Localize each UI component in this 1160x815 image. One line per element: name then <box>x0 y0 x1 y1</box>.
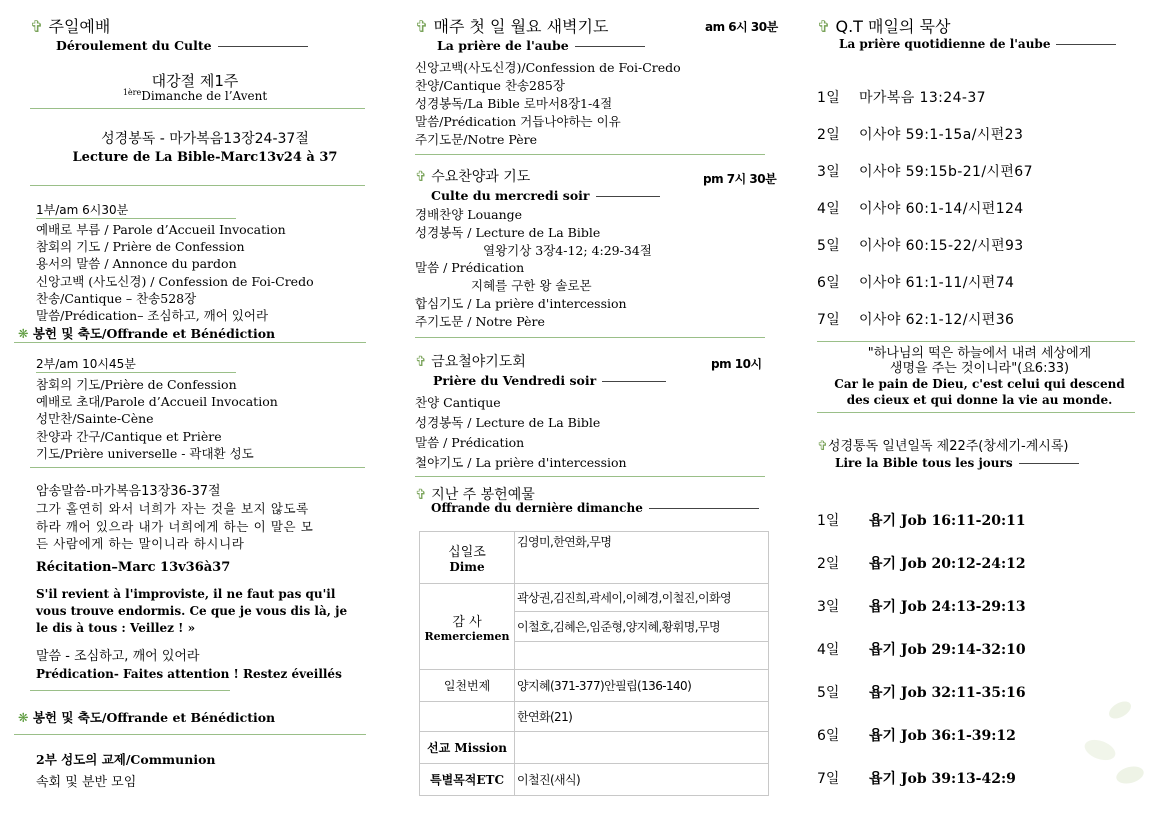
sermon-ko: 말씀 - 조심하고, 깨어 있어라 <box>36 649 200 664</box>
list-item: 5일 이사야 60:15-22/시편93 <box>817 238 1024 254</box>
flower-icon: ❋ <box>18 710 29 725</box>
thousand-label-cont <box>420 702 515 732</box>
recitation-heading: Récitation–Marc 13v36à37 <box>36 560 231 575</box>
communion-line: 2부 성도의 교제/Communion <box>36 752 216 767</box>
list-item: 열왕기상 3장4-12; 4:29-34절 <box>483 242 652 258</box>
list-item: 1일 욥기 Job 16:11-20:11 <box>817 513 1026 529</box>
list-item: 말씀 / Prédication <box>415 260 525 276</box>
cross-icon: ✞ <box>415 17 429 36</box>
cross-icon: ✞ <box>30 17 44 36</box>
dawn-prayer-time: am 6시 30분 <box>705 20 778 34</box>
divider <box>817 412 1135 413</box>
list-item: 경배찬양 Louange <box>415 207 523 222</box>
list-item: 참회의 기도 / Prière de Confession <box>36 239 245 255</box>
divider <box>30 185 365 186</box>
qt-fr: La prière quotidienne de l'aube <box>839 37 1116 51</box>
list-item: 찬송/Cantique – 찬송528장 <box>36 290 197 306</box>
dawn-prayer-list <box>415 59 681 149</box>
thousand-names-2: 한연화(21) <box>515 702 769 732</box>
reading-ko: 성경봉독 - 마가복음13장24-37절 <box>101 131 309 147</box>
table-row <box>420 532 769 584</box>
list-item: 예배로 부름 / Parole d’Accueil Invocation <box>36 222 286 237</box>
bible-reading-fr: Lire la Bible tous les jours <box>835 456 1079 470</box>
bible-reading-heading: ✞성경통독 일년일독 제22주(창세기-계시록) <box>817 439 1069 454</box>
friday-list <box>415 393 627 473</box>
list-item: 1일 마가복음 13:24-37 <box>817 90 986 106</box>
service2-heading: 2부/am 10시45분 <box>36 355 236 373</box>
tithe-names: 김영미,한연화,무명 <box>515 532 769 584</box>
wednesday-heading: ✞ 수요찬양과 기도 <box>415 169 531 185</box>
list-item: 말씀/Prédication 거듭나야하는 이유 <box>415 114 621 129</box>
memory-verse-ko: 그가 홀연히 와서 너희가 자는 것을 보지 않도록 하라 깨어 있으라 내가 너희에게 하는 이 말은 모 든 사람에게 하는 말이니라 하시니라 <box>36 501 314 551</box>
friday-heading: ✞ 금요철야기도회 <box>415 354 526 370</box>
wednesday-list <box>415 206 652 331</box>
cross-icon: ✞ <box>817 17 831 36</box>
list-item: 7일 이사야 62:1-12/시편36 <box>817 312 1015 328</box>
divider <box>30 108 365 109</box>
list-item: 신앙고백(사도신경)/Confession de Foi-Credo <box>415 60 681 75</box>
list-item: 말씀/Prédication– 조심하고, 깨어 있어라 <box>36 308 269 324</box>
list-item: 용서의 말씀 / Annonce du pardon <box>36 256 237 272</box>
sermon-fr: Prédication- Faites attention ! Restez éveillés <box>36 667 342 681</box>
memory-verse-heading: 암송말씀-마가복음13장36-37절 <box>36 484 221 499</box>
list-item: 3일 이사야 59:15b-21/시편67 <box>817 164 1033 180</box>
list-item: 5일 욥기 Job 32:11-35:16 <box>817 685 1026 701</box>
thanks-names-2: 이철호,김혜은,임준형,양지혜,황휘명,무명 <box>515 612 769 642</box>
reading-fr: Lecture de La Bible-Marc13v24 à 37 <box>72 150 338 165</box>
table-row <box>420 732 769 764</box>
list-item: 4일 이사야 60:1-14/시편124 <box>817 201 1024 217</box>
service1-heading: 1부/am 6시30분 <box>36 201 236 219</box>
list-item: 2일 이사야 59:1-15a/시편23 <box>817 127 1024 143</box>
table-row <box>420 764 769 796</box>
qt-heading: ✞ Q.T 매일의 묵상 <box>817 17 951 36</box>
list-item: 말씀 / Prédication <box>415 435 525 450</box>
list-item: 3일 욥기 Job 24:13-29:13 <box>817 599 1026 615</box>
cross-icon: ✞ <box>415 169 427 185</box>
culte-subtitle: Déroulement du Culte <box>56 38 308 53</box>
service1-list <box>36 221 314 324</box>
wednesday-time: pm 7시 30분 <box>703 172 777 186</box>
tithe-label: 십일조 Dime <box>420 532 515 584</box>
cross-icon: ✞ <box>415 354 427 370</box>
list-item: 주기도문/Notre Père <box>415 132 537 147</box>
divider <box>415 476 765 477</box>
list-item: 성경봉독 / Lecture de La Bible <box>415 224 601 240</box>
last-offering-heading: ✞ 지난 주 봉헌예물 <box>415 487 535 503</box>
list-item: 6일 욥기 Job 36:1-39:12 <box>817 728 1016 744</box>
list-item: 성경봉독 / Lecture de La Bible <box>415 415 601 430</box>
dawn-prayer-fr: La prière de l'aube <box>437 38 645 53</box>
service1-offering: ❋ 봉헌 및 축도/Offrande et Bénédiction <box>18 326 276 341</box>
service2-list <box>36 376 278 462</box>
divider <box>415 337 765 338</box>
mission-label: 선교 Mission <box>420 732 515 764</box>
list-item: 4일 욥기 Job 29:14-32:10 <box>817 642 1026 658</box>
list-item: 찬양/Cantique 찬송285장 <box>415 78 565 93</box>
divider <box>817 341 1135 342</box>
table-row <box>420 670 769 702</box>
dawn-prayer-heading: ✞ 매주 첫 일 월요 새벽기도 <box>415 17 609 36</box>
list-item: 7일 욥기 Job 39:13-42:9 <box>817 771 1016 787</box>
divider <box>30 690 230 691</box>
divider <box>14 342 366 343</box>
list-item: 성경봉독/La Bible 로마서8장1-4절 <box>415 96 613 111</box>
sunday-worship-heading: ✞ 주일예배 <box>30 17 111 36</box>
divider <box>14 734 366 735</box>
thanks-names-1: 곽상권,김진희,곽세이,이혜경,이철진,이화영 <box>515 584 769 612</box>
last-offering-fr: Offrande du dernière dimanche <box>431 501 759 515</box>
list-item: 찬양과 간구/Cantique et Prière <box>36 428 222 444</box>
wednesday-fr: Culte du mercredi soir <box>431 188 660 203</box>
list-item: 성만찬/Sainte-Cène <box>36 411 154 427</box>
list-item: 참회의 기도/Prière de Confession <box>36 377 237 392</box>
list-item: 기도/Prière universelle - 곽대환 성도 <box>36 445 254 461</box>
list-item: 찬양 Cantique <box>415 395 501 410</box>
thousand-names-1: 양지혜(371-377)안필립(136-140) <box>515 670 769 702</box>
etc-label: 특별목적ETC <box>420 764 515 796</box>
list-item: 6일 이사야 61:1-11/시편74 <box>817 275 1015 291</box>
bible-verse-box: "하나님의 떡은 하늘에서 내려 세상에게 생명을 주는 것이니라"(요6:33) Car le pain de Dieu, c'est celui qui descend des cieux et qui donne la vie au monde. <box>834 346 1125 407</box>
advent-title-fr: $^{1ère}$Dimanche de l’Avent <box>122 88 268 103</box>
list-item: 철야기도 / La prière d'intercession <box>415 455 627 470</box>
divider <box>30 467 365 468</box>
table-row <box>420 584 769 612</box>
flower-icon: ❋ <box>18 326 29 341</box>
advent-title-ko: 대강절 제1주 <box>151 72 239 90</box>
daily-meditation-column <box>805 0 1160 815</box>
list-item: 2일 욥기 Job 20:12-24:12 <box>817 556 1026 572</box>
flower-decoration-icon <box>1075 680 1155 810</box>
offering-table <box>419 531 769 796</box>
divider <box>415 154 765 155</box>
list-item: 주기도문 / Notre Père <box>415 313 545 329</box>
table-row <box>420 702 769 732</box>
meeting-line: 속회 및 분반 모임 <box>36 775 137 790</box>
bible-reading-list <box>817 500 1026 801</box>
cross-icon: ✞ <box>415 487 427 503</box>
list-item: 예배로 초대/Parole d’Accueil Invocation <box>36 394 278 410</box>
list-item: 합심기도 / La prière d'intercession <box>415 295 627 311</box>
thanks-names-3 <box>515 642 769 670</box>
weekday-prayer-column <box>405 0 790 815</box>
qt-list <box>817 80 1033 339</box>
list-item: 지혜를 구한 왕 솔로몬 <box>471 278 592 294</box>
list-item: 신앙고백 (사도신경) / Confession de Foi-Credo <box>36 273 314 289</box>
thanks-label: 감 사 Remerciemen <box>420 584 515 670</box>
friday-time: pm 10시 <box>711 357 762 371</box>
etc-names: 이철진(새식) <box>515 764 769 796</box>
offering-line: ❋ 봉헌 및 축도/Offrande et Bénédiction <box>18 710 276 725</box>
thousand-label: 일천번제 <box>420 670 515 702</box>
memory-verse-fr: S'il revient à l'improviste, il ne faut pas qu'il vous trouve endormis. Ce que je vous dis là, je le dis à tous : Veillez ! » <box>36 587 348 635</box>
friday-fr: Prière du Vendredi soir <box>433 373 666 388</box>
cross-icon: ✞ <box>817 439 828 454</box>
mission-names <box>515 732 769 764</box>
sunday-worship-column <box>0 0 390 815</box>
